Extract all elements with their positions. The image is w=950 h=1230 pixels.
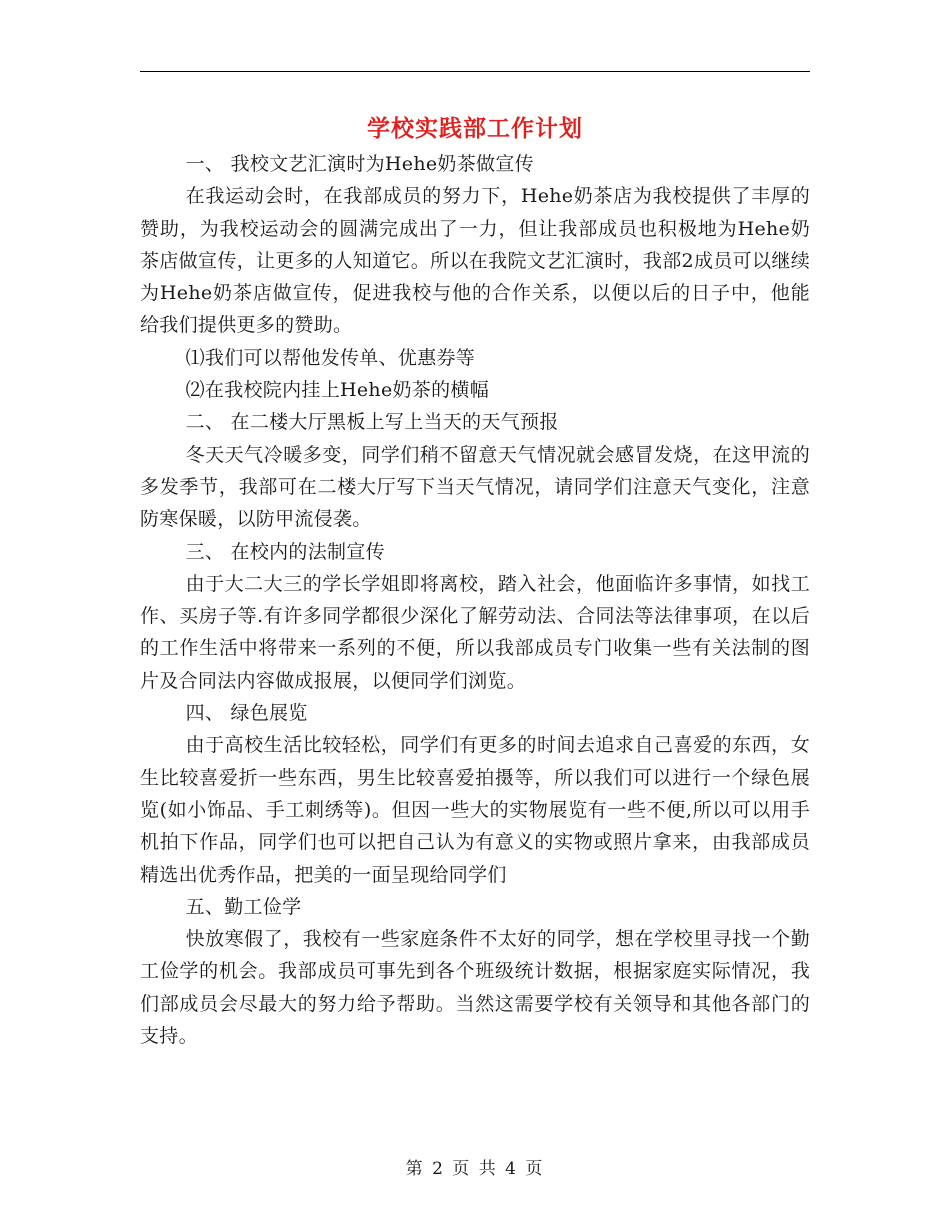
section-heading-3: 三、 在校内的法制宣传: [185, 540, 385, 563]
header-rule: [140, 71, 810, 72]
list-item: ⑴我们可以帮他发传单、优惠券等: [185, 346, 476, 369]
paragraph: 冬天天气冷暖多变，同学们稍不留意天气情况就会感冒发烧，在这甲流的多发季节，我部可在二楼大厅写下当天气情况，请同学们注意天气变化，注意防寒保暖，以防甲流侵袭。: [140, 443, 810, 531]
paragraph: 由于大二大三的学长学姐即将离校，踏入社会，他面临许多事情，如找工作、买房子等.有许多同学都很少深化了解劳动法、合同法等法律事项，在以后的工作生活中将带来一系列的不便，所以我部成员专门收集一些有关法制的图片及合同法内容做成报展，以便同学们浏览。: [140, 572, 810, 692]
paragraph: 快放寒假了，我校有一些家庭条件不太好的同学，想在学校里寻找一个勤工俭学的机会。我部成员可事先到各个班级统计数据，根据家庭实际情况，我们部成员会尽最大的努力给予帮助。当然这需要学校有关领导和其他各部门的支持。: [140, 928, 810, 1048]
section-heading-4: 四、 绿色展览: [185, 702, 308, 725]
list-item: ⑵在我校院内挂上Hehe奶茶的横幅: [185, 379, 489, 402]
paragraph: 由于高校生活比较轻松，同学们有更多的时间去追求自己喜爱的东西，女生比较喜爱折一些东西，男生比较喜爱拍摄等，所以我们可以进行一个绿色展览(如小饰品、手工刺绣等)。但因一些大的实物展览有一些不便,所以可以用手机拍下作品，同学们也可以把自己认为有意义的实物或照片拿来，由我部成员精选出优秀作品，把美的一面呈现给同学们: [140, 734, 810, 886]
document-title: 学校实践部工作计划: [367, 116, 583, 142]
paragraph: 在我运动会时，在我部成员的努力下，Hehe奶茶店为我校提供了丰厚的赞助，为我校运动会的圆满完成出了一力，但让我部成员也积极地为Hehe奶茶店做宣传，让更多的人知道它。所以在我院文艺汇演时，我部2成员可以继续为Hehe奶茶店做宣传，促进我校与他的合作关系，以便以后的日子中，他能给我们提供更多的赞助。: [140, 185, 810, 337]
document-body: [140, 148, 810, 1052]
section-heading-1: 一、 我校文艺汇演时为Hehe奶茶做宣传: [185, 153, 534, 175]
page-number-footer: 第 2 页 共 4 页: [405, 1159, 545, 1179]
section-heading-5: 五、勤工俭学: [185, 895, 302, 918]
section-heading-2: 二、 在二楼大厅黑板上写上当天的天气预报: [185, 411, 559, 434]
